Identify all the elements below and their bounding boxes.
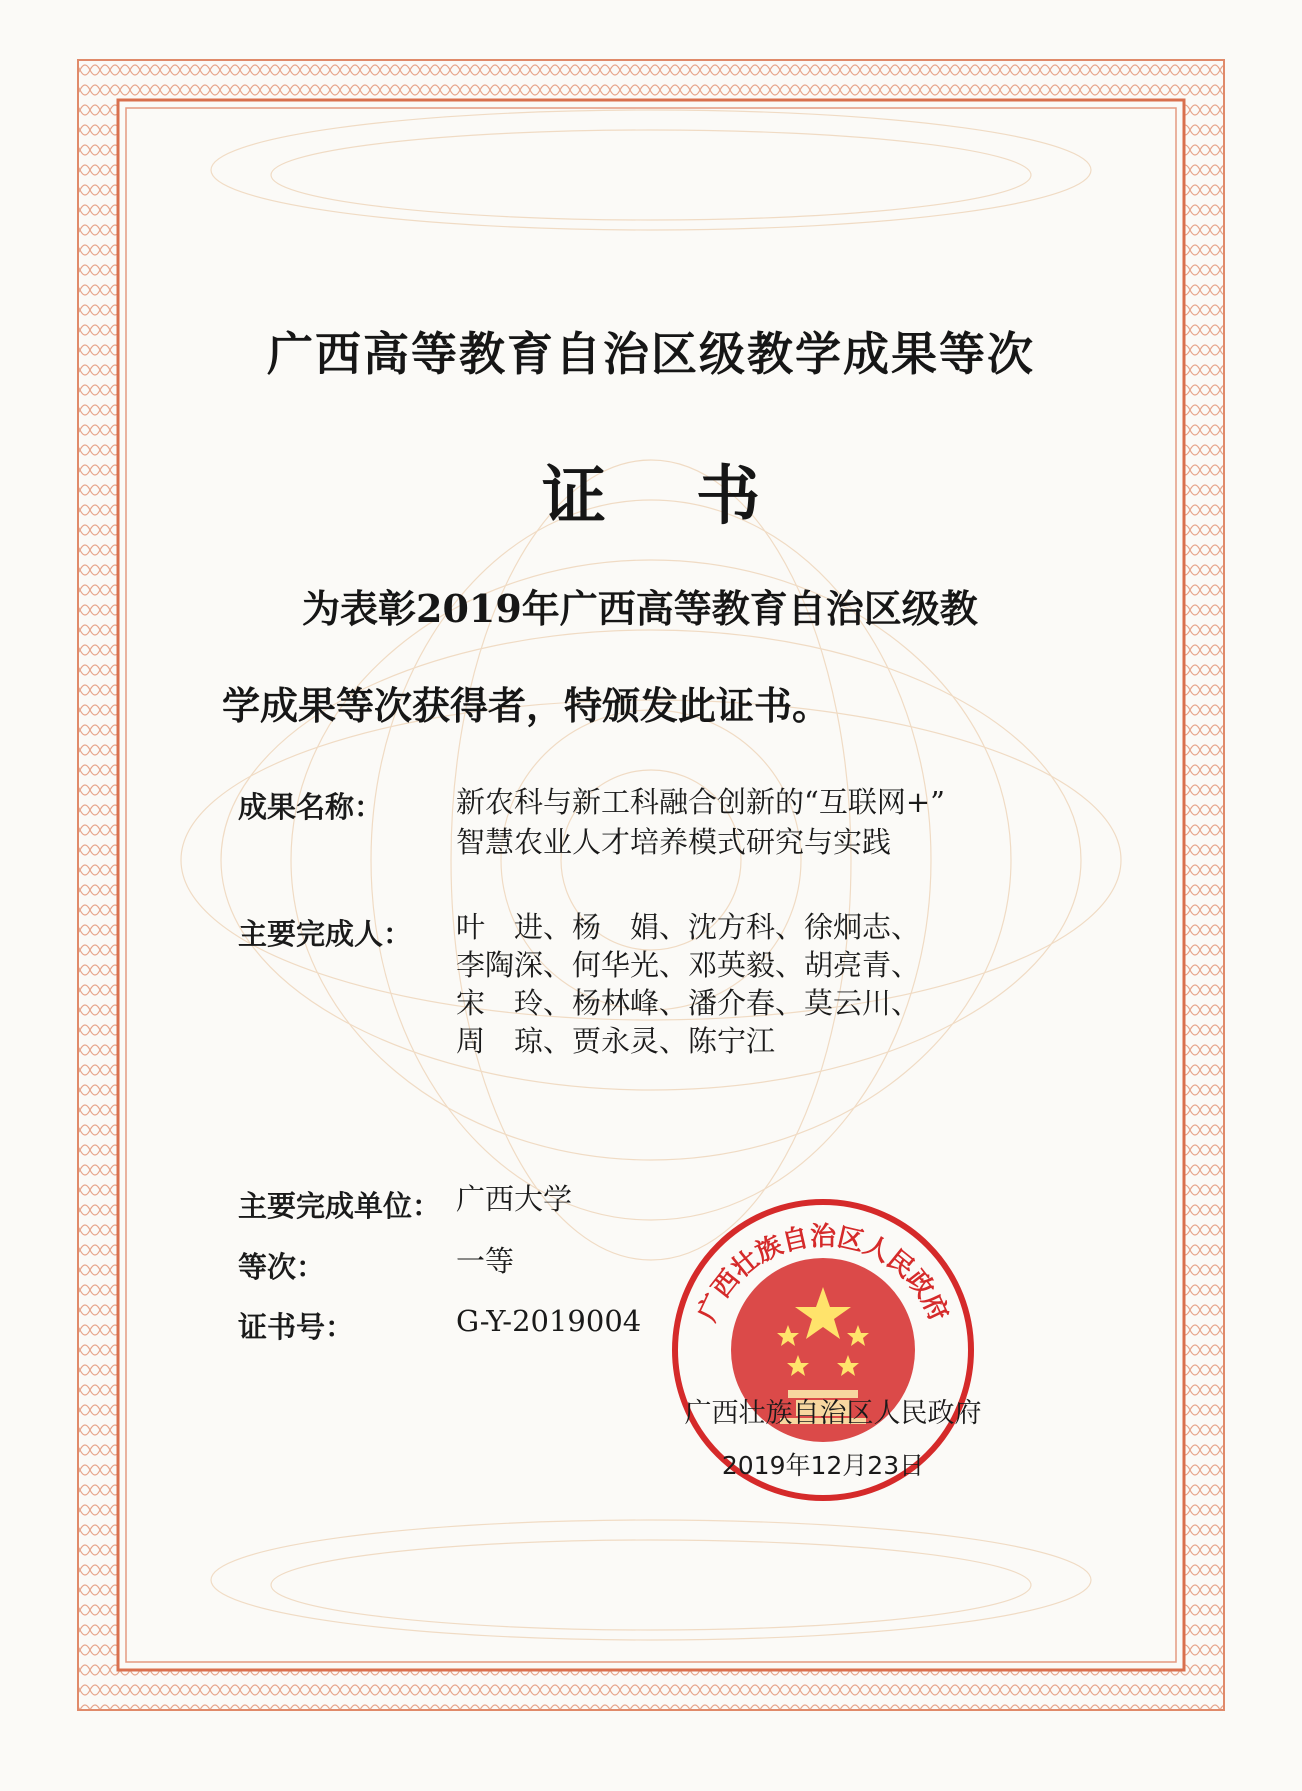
number-value: G-Y-2019004 bbox=[456, 1304, 642, 1338]
issue-date: 2019年12月23日 bbox=[721, 1451, 925, 1480]
certificate-title: 广西高等教育自治区级教学成果等次 bbox=[267, 327, 1035, 381]
persons-row: 李陶深、何华光、邓英毅、胡亮青、 bbox=[456, 948, 921, 982]
achievement-value-line-1: 新农科与新工科融合创新的“互联网+” bbox=[456, 785, 945, 819]
persons-list bbox=[456, 908, 1016, 1060]
persons-label: 主要完成人： bbox=[238, 917, 413, 951]
achievement-value-line-2: 智慧农业人才培养模式研究与实践 bbox=[456, 825, 892, 859]
unit-value: 广西大学 bbox=[456, 1182, 573, 1216]
intro-line-1: 为表彰2019年广西高等教育自治区级教 bbox=[302, 586, 978, 631]
certificate-subtitle: 证书 bbox=[542, 460, 850, 534]
seal-text: 广西壮族自治区人民政府 bbox=[692, 1222, 954, 1326]
rank-value: 一等 bbox=[456, 1244, 515, 1278]
unit-label: 主要完成单位： bbox=[238, 1189, 442, 1223]
intro-line-2: 学成果等次获得者，特颁发此证书。 bbox=[222, 683, 831, 728]
persons-row: 宋 玲、杨林峰、潘介春、莫云川、 bbox=[456, 986, 921, 1020]
persons-row: 叶 进、杨 娟、沈方科、徐炯志、 bbox=[456, 910, 921, 944]
achievement-label: 成果名称： bbox=[238, 790, 384, 824]
rank-label: 等次： bbox=[238, 1250, 326, 1284]
number-label: 证书号： bbox=[238, 1310, 355, 1344]
issuer-name: 广西壮族自治区人民政府 bbox=[684, 1398, 982, 1429]
persons-row: 周 琼、贾永灵、陈宁江 bbox=[456, 1024, 776, 1058]
